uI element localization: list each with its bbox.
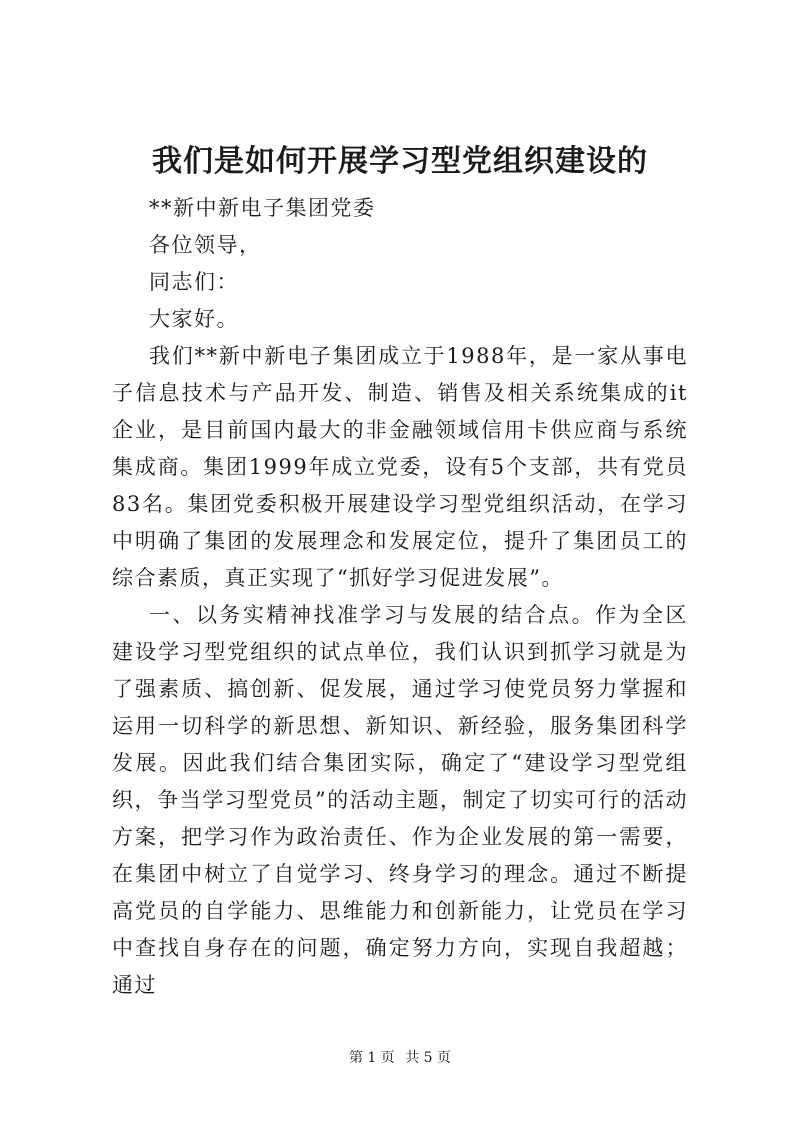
body-paragraph-section-one: 一、以务实精神找准学习与发展的结合点。作为全区建设学习型党组织的试点单位，我们认识到抓学习就是为了强素质、搞创新、促发展，通过学习使党员努力掌握和运用一切科学的新思想、新知识、新经验，服务集团科学发展。因此我们结合集团实际，确定了“建设学习型党组织，争当学习型党员”的活动主题，制定了切实可行的活动方案，把学习作为政治责任、作为企业发展的第一需要，在集团中树立了自觉学习、终身学习的理念。通过不断提高党员的自学能力、思维能力和创新能力，让党员在学习中查找自身存在的问题，确定努力方向，实现自我超越；通过 xyxy=(112,603,688,997)
organization-line: **新中新电子集团党委 xyxy=(149,196,376,220)
salutation-comrades: 同志们： xyxy=(149,270,239,294)
document-title: 我们是如何开展学习型党组织建设的 xyxy=(152,144,648,179)
greeting-line: 大家好。 xyxy=(149,307,239,331)
page-number: 第 1 页 xyxy=(348,1050,395,1066)
body-paragraph-intro: 我们**新中新电子集团成立于1988年，是一家从事电子信息技术与产品开发、制造、销售及相关系统集成的it企业，是目前国内最大的非金融领域信用卡供应商与系统集成商。集团1999年成立党委，设有5个支部，共有党员83名。集团党委积极开展建设学习型党组织活动，在学习中明确了集团的发展理念和发展定位，提升了集团员工的综合素质，真正实现了“抓好学习促进发展”。 xyxy=(112,344,688,590)
page-total: 共 5 页 xyxy=(405,1050,452,1066)
salutation-leaders: 各位领导， xyxy=(149,233,262,257)
document-body xyxy=(112,190,688,1004)
page-footer xyxy=(0,1048,800,1068)
